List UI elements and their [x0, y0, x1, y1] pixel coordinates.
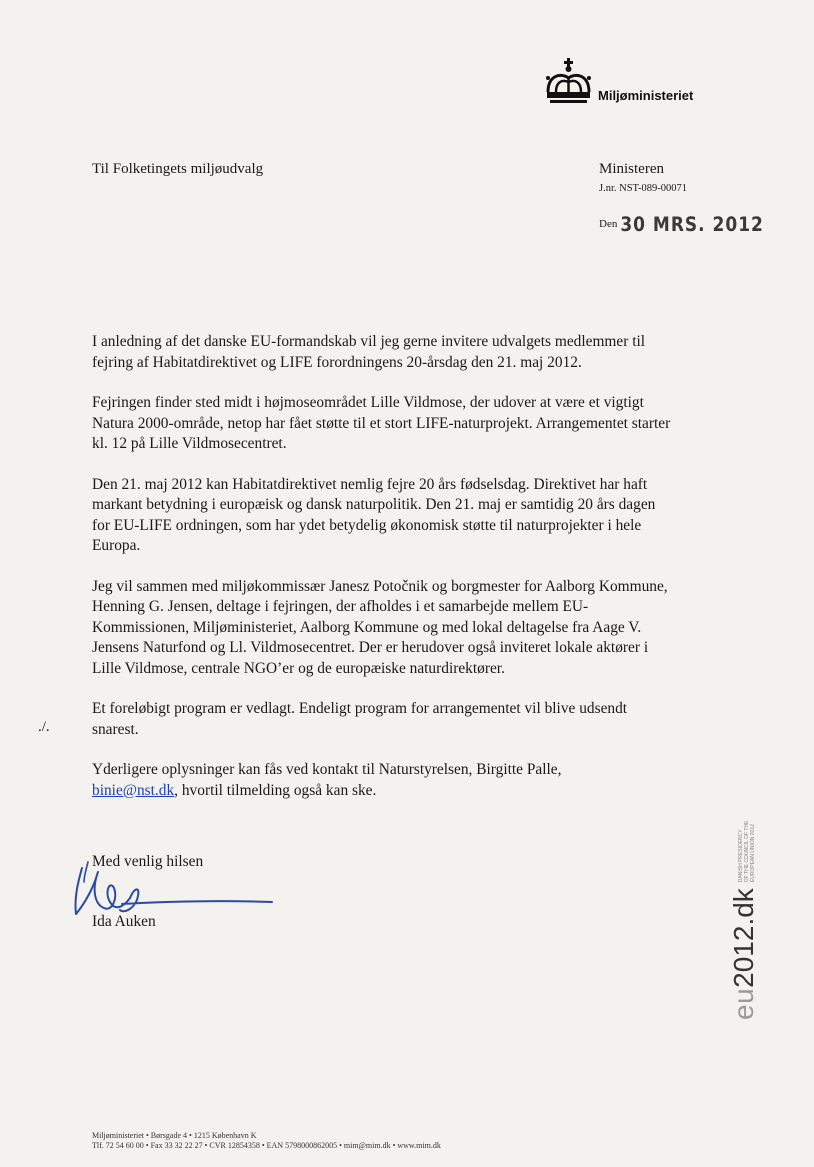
- date-line: [599, 215, 764, 235]
- eu-presidency-text: DANISH PRESIDENCY OF THE COUNCIL OF THE EUROPEAN UNION 2012: [738, 820, 756, 883]
- ministry-logo: [544, 58, 714, 108]
- handwritten-signature: [64, 858, 279, 920]
- paragraph: Den 21. maj 2012 kan Habitatdirektivet nemlig fejre 20 års fødselsdag. Direktivet har haft markant betydning i europæisk og dansk naturpolitik. Den 21. maj er samtidig 20 års dagen for EU-LIFE ordningen, som har ydet betydelig økonomisk støtte til naturprojekter i hele Europa.: [92, 475, 656, 554]
- contact-paragraph: [92, 760, 672, 801]
- date-stamp: 30 MRS. 2012: [620, 213, 764, 237]
- paragraph: Jeg vil sammen med miljøkommissær Janesz Potočnik og borgmester for Aalborg Kommune, Henning G. Jensen, deltage i fejringen, der afholdes i et samarbejde mellem EU-Kommissionen, Miljøministeriet, Aalborg Kommune og med lokal deltagelse fra Aage V. Jensens Naturfond og Ll. Vildmosecentret. Der er herudover også inviteret lokale aktører i Lille Vildmose, centrale NGO’er og de europæiske naturdirektører.: [92, 577, 668, 677]
- closing-greeting: Med venlig hilsen: [92, 853, 204, 870]
- contact-suffix: , hvortil tilmelding også kan ske.: [174, 781, 377, 799]
- letter-body: [92, 332, 672, 801]
- crown-icon: [544, 58, 594, 106]
- contact-email-link[interactable]: binie@nst.dk: [92, 781, 175, 799]
- journal-number: J.nr. NST-089-00071: [599, 183, 687, 194]
- signer-name: Ida Auken: [92, 913, 156, 930]
- eu-logo-dk: .dk: [728, 888, 759, 926]
- eu-logo-eu: eu: [728, 987, 759, 1020]
- footer-address: Miljøministeriet • Børsgade 4 • 1215 København K: [92, 1131, 257, 1140]
- paragraph: Fejringen finder sted midt i højmoseområdet Lille Vildmose, der udover at være et vigtigt Natura 2000-område, netop har fået støtte til et stort LIFE-naturprojekt. Arrangementet starter kl. 12 på Lille Vildmosecentret.: [92, 394, 671, 452]
- date-prefix: Den: [599, 218, 618, 230]
- contact-text: Yderligere oplysninger kan fås ved kontakt til Naturstyrelsen, Birgitte Palle,: [92, 761, 562, 778]
- footer-contact: Tlf. 72 54 60 00 • Fax 33 32 22 27 • CVR 12854358 • EAN 5798000862005 • mim@mim.dk • www.mim.dk: [92, 1141, 441, 1150]
- eu-presidency-logo: [728, 821, 760, 1020]
- ministry-name: Miljøministeriet: [598, 88, 694, 103]
- enclosure-mark: ./.: [38, 719, 50, 735]
- eu-logo-year: 2012: [728, 925, 759, 988]
- paragraph: Et foreløbigt program er vedlagt. Endeligt program for arrangementet vil blive udsendt snarest.: [92, 700, 628, 738]
- footer: [92, 1131, 441, 1151]
- sender-title: Ministeren: [599, 161, 664, 177]
- paragraph: I anledning af det danske EU-formandskab vil jeg gerne invitere udvalgets medlemmer til fejring af Habitatdirektivet og LIFE forordningens 20-årsdag den 21. maj 2012.: [92, 333, 646, 371]
- recipient-line: Til Folketingets miljøudvalg: [92, 161, 264, 177]
